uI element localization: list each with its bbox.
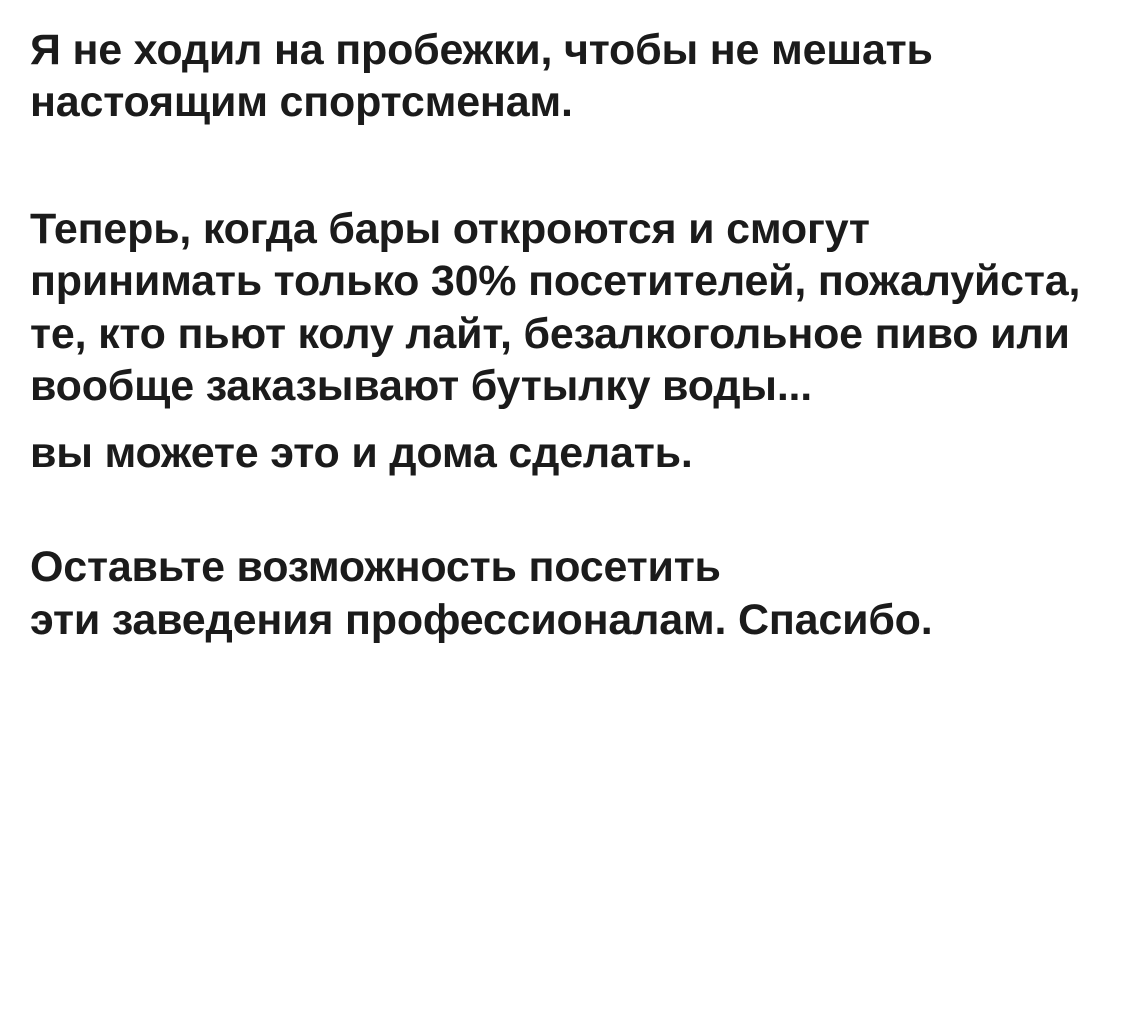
paragraph-spacer-2 [30, 413, 1095, 427]
paragraph-spacer-3 [30, 479, 1095, 541]
paragraph-bars: Теперь, когда бары откроются и смогут принимать только 30% посетителей, пожалуйста, те, кто пьют колу лайт, безалкогольное пиво или вообще заказывают бутылку воды... [30, 204, 1092, 411]
paragraph-request-line1: Оставьте возможность посетить [30, 543, 721, 592]
paragraph-intro: Я не ходил на пробежки, чтобы не мешать настоящим спортсменам. [30, 26, 945, 127]
paragraph-spacer-1 [30, 129, 1095, 203]
paragraph-home: вы можете это и дома сделать. [30, 428, 693, 477]
paragraph-request-line2: эти заведения профессионалам. Спасибо. [30, 595, 933, 644]
